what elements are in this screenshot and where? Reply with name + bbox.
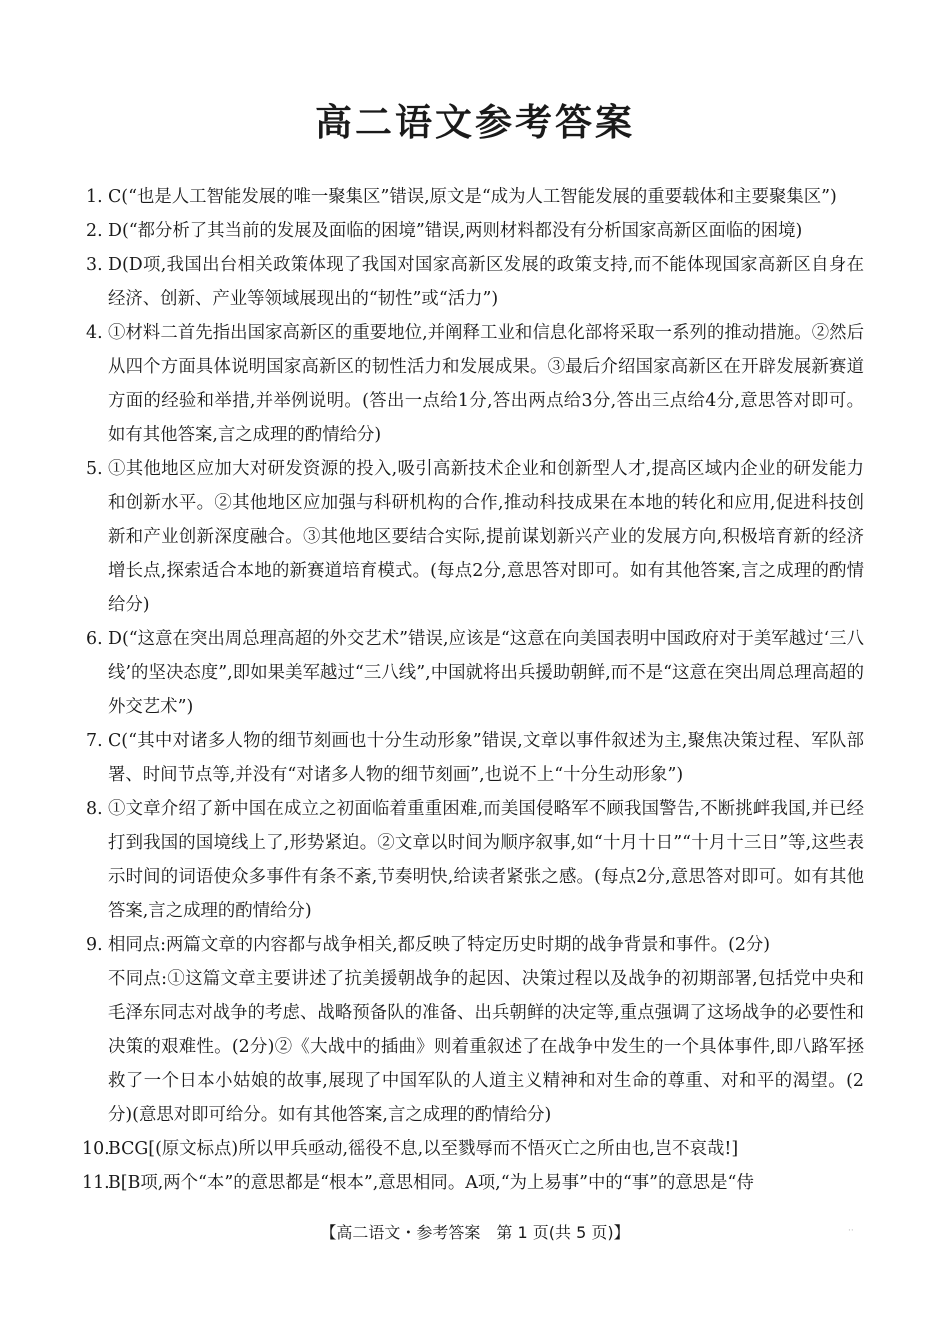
- answer-item-10: [82, 1132, 864, 1166]
- answer-number: 2.: [86, 221, 103, 241]
- page-footer: 【高二语文・参考答案 第 1 页(共 5 页)】: [320, 1223, 630, 1242]
- answer-number: 8.: [86, 799, 103, 819]
- answer-text-differences: 不同点:①这篇文章主要讲述了抗美援朝战争的起因、决策过程以及战争的初期部署,包括党中央和毛泽东同志对战争的考虑、战略预备队的准备、出兵朝鲜的决定等,重点强调了这场战争的必要性和决策的艰难性。(2分)②《大战中的插曲》则着重叙述了在战争中发生的一个具体事件,即八路军拯救了一个日本小姑娘的故事,展现了中国军队的人道主义精神和对生命的尊重、对和平的渴望。(2分)(意思对即可给分。如有其他答案,言之成理的酌情给分): [108, 969, 864, 1125]
- footer-mark: ··: [848, 1226, 854, 1236]
- answer-item-6: [86, 622, 864, 724]
- answer-text: ①其他地区应加大对研发资源的投入,吸引高新技术企业和创新型人才,提高区域内企业的研发能力和创新水平。②其他地区应加强与科研机构的合作,推动科技成果在本地的转化和应用,促进科技创新和产业创新深度融合。③其他地区要结合实际,提前谋划新兴产业的发展方向,积极培育新的经济增长点,探索适合本地的新赛道培育模式。(每点2分,意思答对即可。如有其他答案,言之成理的酌情给分): [108, 459, 864, 615]
- answer-number: 10.: [82, 1139, 110, 1159]
- answer-item-3: [86, 248, 864, 316]
- answer-text: C(“其中对诸多人物的细节刻画也十分生动形象”错误,文章以事件叙述为主,聚焦决策过程、军队部署、时间节点等,并没有“对诸多人物的细节刻画”,也说不上“十分生动形象”): [108, 731, 864, 785]
- answer-text: ①文章介绍了新中国在成立之初面临着重重困难,而美国侵略军不顾我国警告,不断挑衅我国,并已经打到我国的国境线上了,形势紧迫。②文章以时间为顺序叙事,如“十月十日”“十月十三日”等,这些表示时间的词语使众多事件有条不紊,节奏明快,给读者紧张之感。(每点2分,意思答对即可。如有其他答案,言之成理的酌情给分): [108, 799, 864, 921]
- answer-text: C(“也是人工智能发展的唯一聚集区”错误,原文是“成为人工智能发展的重要载体和主要聚集区”): [108, 187, 837, 207]
- answer-text-similarities: 相同点:两篇文章的内容都与战争相关,都反映了特定历史时期的战争背景和事件。(2分): [108, 935, 771, 955]
- answer-number: 6.: [86, 629, 103, 649]
- answer-item-2: [86, 214, 864, 248]
- answer-item-4: [86, 316, 864, 452]
- answer-item-8: [86, 792, 864, 928]
- answer-number: 5.: [86, 459, 103, 479]
- page-title: 高二语文参考答案: [315, 101, 635, 144]
- answer-number: 7.: [86, 731, 103, 751]
- answer-number: 4.: [86, 323, 103, 343]
- answer-number: 9.: [86, 935, 103, 955]
- answer-item-5: [86, 452, 864, 622]
- answer-text: D(D项,我国出台相关政策体现了我国对国家高新区发展的政策支持,而不能体现国家高新区自身在经济、创新、产业等领域展现出的“韧性”或“活力”): [108, 255, 864, 309]
- answer-list: [82, 180, 864, 1200]
- answer-item-9: [86, 928, 864, 1132]
- answer-text: ①材料二首先指出国家高新区的重要地位,并阐释工业和信息化部将采取一系列的推动措施。②然后从四个方面具体说明国家高新区的韧性活力和发展成果。③最后介绍国家高新区在开辟发展新赛道方面的经验和举措,并举例说明。(答出一点给1分,答出两点给3分,答出三点给4分,意思答对即可。如有其他答案,言之成理的酌情给分): [108, 323, 864, 445]
- answer-text: BCG[(原文标点)所以甲兵亟动,徭役不息,以至戮辱而不悟灭亡之所由也,岂不哀哉!]: [108, 1139, 739, 1159]
- answer-text: B[B项,两个“本”的意思都是“根本”,意思相同。A项,“为上易事”中的“事”的意思是“侍: [108, 1173, 754, 1193]
- answer-number: 1.: [86, 187, 103, 207]
- answer-text: D(“都分析了其当前的发展及面临的困境”错误,两则材料都没有分析国家高新区面临的困境): [108, 221, 803, 241]
- answer-text: D(“这意在突出周总理高超的外交艺术”错误,应该是“这意在向美国表明中国政府对于美军越过‘三八线’的坚决态度”,即如果美军越过“三八线”,中国就将出兵援助朝鲜,而不是“这意在突出周总理高超的外交艺术”): [108, 629, 864, 717]
- answer-number: 11.: [82, 1173, 110, 1193]
- answer-item-1: [86, 180, 864, 214]
- answer-number: 3.: [86, 255, 103, 275]
- answer-item-11: [82, 1166, 864, 1200]
- answer-item-7: [86, 724, 864, 792]
